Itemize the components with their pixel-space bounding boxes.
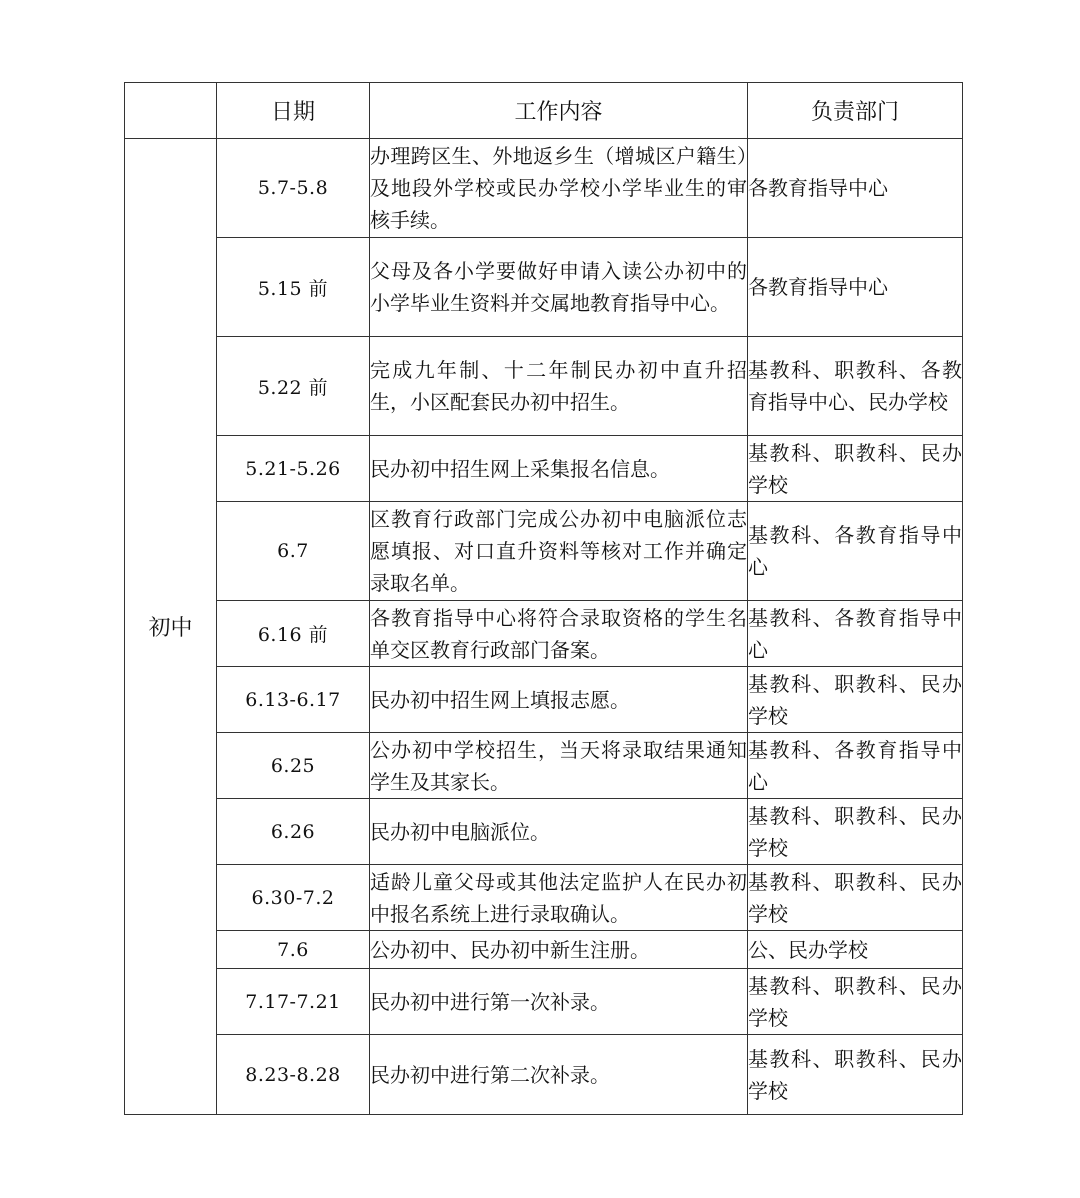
table-row xyxy=(125,865,963,931)
row-department: 基教科、职教科、民办学校 xyxy=(748,436,963,502)
row-department: 基教科、职教科、民办学校 xyxy=(748,799,963,865)
row-department: 基教科、职教科、民办学校 xyxy=(748,969,963,1035)
row-department: 基教科、职教科、各教育指导中心、民办学校 xyxy=(748,337,963,436)
row-department: 基教科、职教科、民办学校 xyxy=(748,667,963,733)
table-row xyxy=(125,667,963,733)
row-date: 6.13-6.17 xyxy=(217,667,370,733)
table-row xyxy=(125,1035,963,1115)
table-row xyxy=(125,238,963,337)
row-content: 公办初中学校招生，当天将录取结果通知学生及其家长。 xyxy=(370,733,748,799)
row-date: 7.6 xyxy=(217,931,370,969)
header-department: 负责部门 xyxy=(748,83,963,139)
row-date: 6.16 前 xyxy=(217,601,370,667)
row-date: 6.30-7.2 xyxy=(217,865,370,931)
row-date: 5.15 前 xyxy=(217,238,370,337)
row-content: 各教育指导中心将符合录取资格的学生名单交区教育行政部门备案。 xyxy=(370,601,748,667)
header-row xyxy=(125,83,963,139)
row-date: 6.25 xyxy=(217,733,370,799)
row-department: 各教育指导中心 xyxy=(748,139,963,238)
row-date: 6.7 xyxy=(217,502,370,601)
row-department: 基教科、职教科、民办学校 xyxy=(748,1035,963,1115)
table-row xyxy=(125,337,963,436)
row-date: 7.17-7.21 xyxy=(217,969,370,1035)
row-department: 基教科、职教科、民办学校 xyxy=(748,865,963,931)
row-date: 5.7-5.8 xyxy=(217,139,370,238)
table-row xyxy=(125,436,963,502)
header-stage xyxy=(125,83,217,139)
row-date: 5.22 前 xyxy=(217,337,370,436)
row-department: 基教科、各教育指导中心 xyxy=(748,733,963,799)
table-row xyxy=(125,502,963,601)
row-content: 父母及各小学要做好申请入读公办初中的小学毕业生资料并交属地教育指导中心。 xyxy=(370,238,748,337)
row-date: 5.21-5.26 xyxy=(217,436,370,502)
row-content: 民办初中电脑派位。 xyxy=(370,799,748,865)
row-content: 完成九年制、十二年制民办初中直升招生，小区配套民办初中招生。 xyxy=(370,337,748,436)
table-row xyxy=(125,601,963,667)
row-content: 区教育行政部门完成公办初中电脑派位志愿填报、对口直升资料等核对工作并确定录取名单。 xyxy=(370,502,748,601)
table-row xyxy=(125,931,963,969)
table-row xyxy=(125,733,963,799)
row-content: 公办初中、民办初中新生注册。 xyxy=(370,931,748,969)
row-content: 民办初中进行第一次补录。 xyxy=(370,969,748,1035)
row-department: 基教科、各教育指导中心 xyxy=(748,502,963,601)
row-content: 民办初中进行第二次补录。 xyxy=(370,1035,748,1115)
row-department: 公、民办学校 xyxy=(748,931,963,969)
row-department: 各教育指导中心 xyxy=(748,238,963,337)
row-date: 8.23-8.28 xyxy=(217,1035,370,1115)
header-date: 日期 xyxy=(217,83,370,139)
stage-label: 初中 xyxy=(125,139,217,1115)
table-row xyxy=(125,799,963,865)
table-row xyxy=(125,969,963,1035)
row-content: 适龄儿童父母或其他法定监护人在民办初中报名系统上进行录取确认。 xyxy=(370,865,748,931)
row-date: 6.26 xyxy=(217,799,370,865)
table-row xyxy=(125,139,963,238)
row-content: 民办初中招生网上填报志愿。 xyxy=(370,667,748,733)
enrollment-schedule-table xyxy=(124,82,963,1115)
row-content: 民办初中招生网上采集报名信息。 xyxy=(370,436,748,502)
row-department: 基教科、各教育指导中心 xyxy=(748,601,963,667)
header-content: 工作内容 xyxy=(370,83,748,139)
row-content: 办理跨区生、外地返乡生（增城区户籍生）及地段外学校或民办学校小学毕业生的审核手续。 xyxy=(370,139,748,238)
